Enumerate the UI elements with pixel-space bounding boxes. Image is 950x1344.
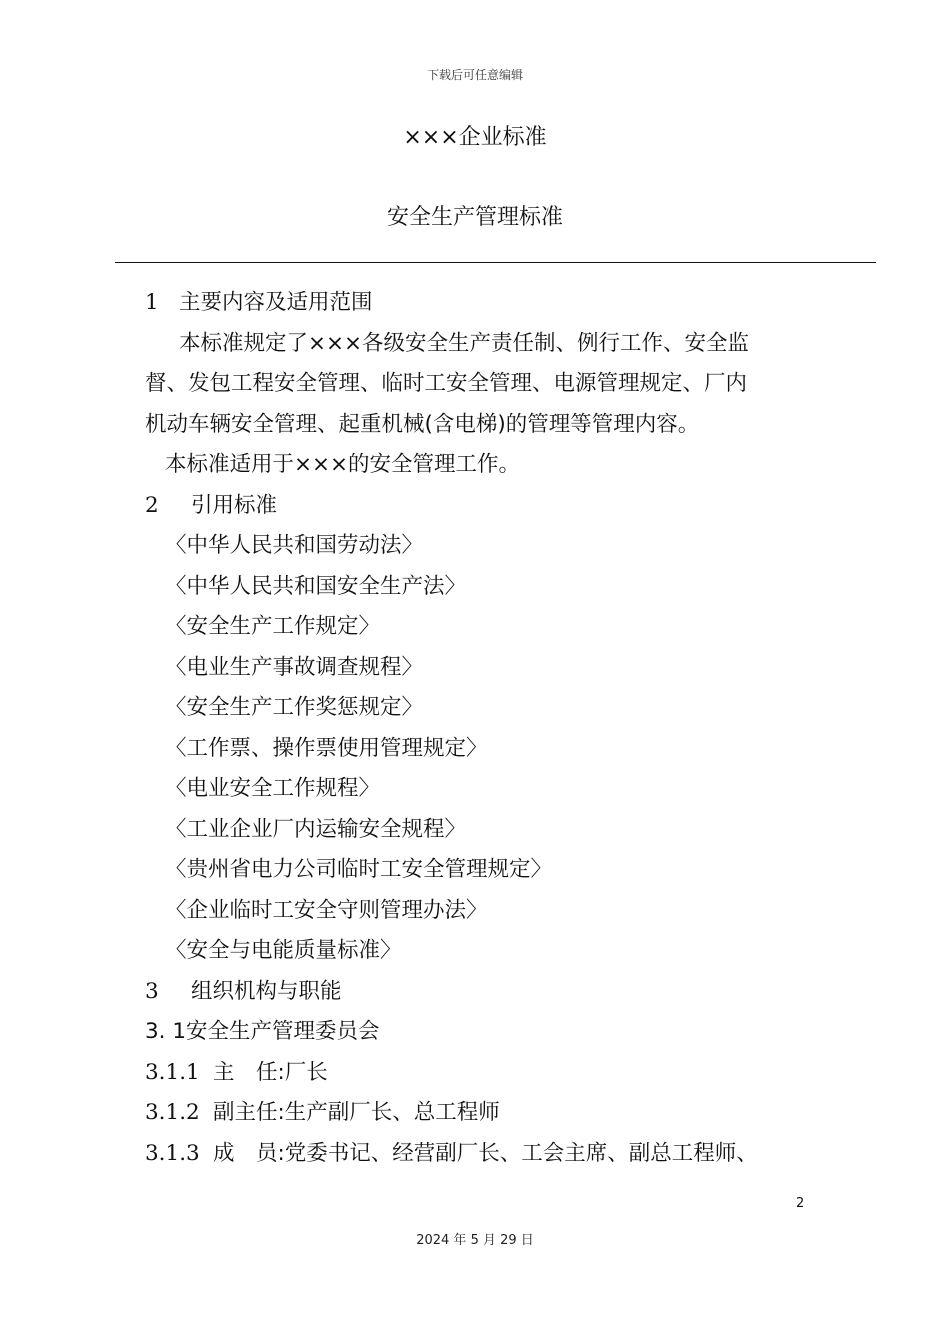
clause-number: 3.1.3 <box>145 1140 200 1166</box>
paragraph-line: 本标准规定了×××各级安全生产责任制、例行工作、安全监 <box>179 330 750 356</box>
reference-item: 〈工业企业厂内运输安全规程〉 <box>165 816 467 842</box>
section-number: 3 <box>145 978 159 1004</box>
header-note: 下载后可任意编辑 <box>426 68 523 82</box>
reference-item: 〈企业临时工安全守则管理办法〉 <box>165 897 488 923</box>
clause-text: 成 员:党委书记、经营副厂长、工会主席、副总工程师、 <box>213 1140 758 1166</box>
reference-item: 〈工作票、操作票使用管理规定〉 <box>165 735 488 761</box>
clause-text: 副主任:生产副厂长、总工程师 <box>213 1100 500 1125</box>
clause-item <box>145 1053 825 1094</box>
reference-item: 〈中华人民共和国劳动法〉 <box>165 533 424 558</box>
section-1-heading <box>145 283 825 324</box>
reference-item: 〈电业安全工作规程〉 <box>165 776 381 801</box>
section-title: 组织机构与职能 <box>191 978 342 1004</box>
paragraph-line: 机动车辆安全管理、起重机械(含电梯)的管理等管理内容。 <box>145 411 700 437</box>
section-3-heading <box>145 972 825 1013</box>
document-organization: ×××企业标准 <box>403 125 547 150</box>
footer-date: 2024 年 5 月 29 日 <box>416 1233 534 1248</box>
clause-text: 主 任:厂长 <box>213 1059 328 1085</box>
reference-item: 〈贵州省电力公司临时工安全管理规定〉 <box>165 857 553 882</box>
reference-item: 〈电业生产事故调查规程〉 <box>165 654 424 680</box>
section-title: 主要内容及适用范围 <box>179 290 373 315</box>
clause-item <box>145 1134 825 1175</box>
clause-item <box>145 1093 825 1134</box>
reference-item: 〈安全生产工作规定〉 <box>165 614 381 639</box>
section-title: 引用标准 <box>191 492 278 518</box>
page-number: 2 <box>796 1196 805 1211</box>
paragraph-line: 本标准适用于×××的安全管理工作。 <box>165 452 521 477</box>
document-title: 安全生产管理标准 <box>386 205 563 230</box>
document-body <box>145 283 825 1174</box>
reference-item: 〈安全与电能质量标准〉 <box>165 938 402 963</box>
title-divider <box>115 262 876 263</box>
section-number: 1 <box>145 290 159 315</box>
reference-item: 〈中华人民共和国安全生产法〉 <box>165 573 467 599</box>
clause-number: 3.1.2 <box>145 1100 200 1125</box>
reference-item: 〈安全生产工作奖惩规定〉 <box>165 695 424 720</box>
section-2-heading <box>145 486 825 527</box>
clause-number: 3.1.1 <box>145 1059 200 1085</box>
subsection-heading: 3. 1安全生产管理委员会 <box>145 1019 380 1044</box>
section-number: 2 <box>145 492 159 518</box>
paragraph-line: 督、发包工程安全管理、临时工安全管理、电源管理规定、厂内 <box>145 371 748 396</box>
